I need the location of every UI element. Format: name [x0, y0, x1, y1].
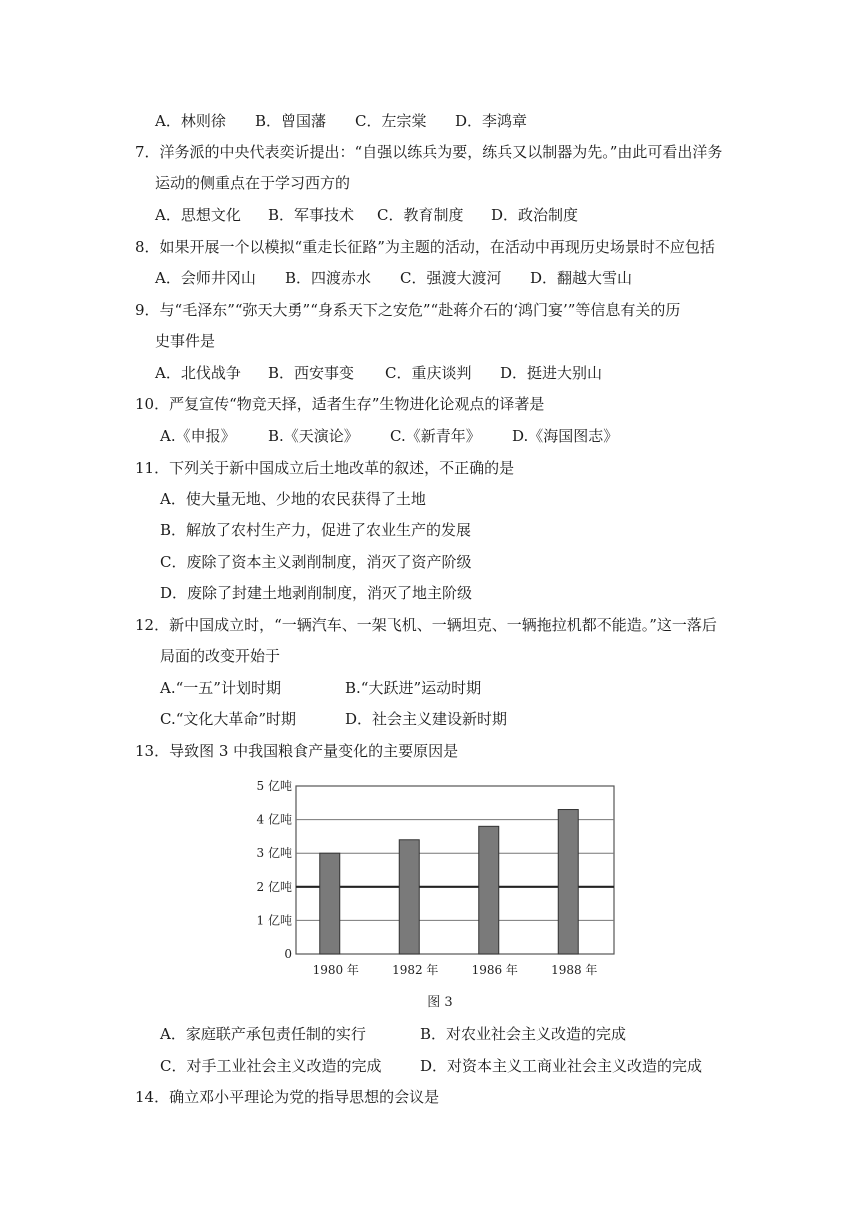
q13-stem-line1: 13．导致图 3 中我国粮食产量变化的主要原因是 — [135, 742, 459, 760]
q8-option-d: D．翻越大雪山 — [530, 269, 633, 287]
q6-option-c: C．左宗棠 — [355, 112, 427, 130]
q11-option-a: A．使大量无地、少地的农民获得了土地 — [160, 490, 426, 508]
y-tick-label: 2 亿吨 — [256, 879, 292, 894]
y-tick-label: 3 亿吨 — [256, 846, 292, 861]
y-tick-label: 4 亿吨 — [256, 812, 292, 827]
q13-option-a: A．家庭联产承包责任制的实行 — [160, 1025, 366, 1043]
q8-option-c: C．强渡大渡河 — [400, 269, 502, 287]
figure-caption: 图 3 — [427, 995, 453, 1010]
q11-stem-line1: 11．下列关于新中国成立后土地改革的叙述，不正确的是 — [135, 459, 515, 477]
q10-option-a: A.《申报》 — [160, 427, 236, 445]
y-tick-label: 0 — [284, 947, 292, 961]
q12-option-d: D．社会主义建设新时期 — [345, 710, 508, 728]
q10-option-d: D.《海国图志》 — [512, 427, 619, 445]
q8-stem-line1: 8．如果开展一个以模拟“重走长征路”为主题的活动，在活动中再现历史场景时不应包括 — [135, 238, 715, 256]
q9-stem-line1: 9．与“毛泽东”“弥天大勇”“身系天下之安危”“赴蒋介石的‘鸿门宴’”等信息有关的历 — [135, 301, 681, 319]
q7-option-c: C．教育制度 — [377, 206, 464, 224]
q12-stem-line2: 局面的改变开始于 — [160, 647, 281, 665]
y-tick-label: 5 亿吨 — [256, 779, 292, 793]
grain-output-bar-chart — [250, 772, 630, 1012]
q9-option-d: D．挺进大别山 — [500, 364, 603, 382]
q11-option-d: D．废除了封建土地剥削制度，消灭了地主阶级 — [160, 584, 473, 602]
q7-option-d: D．政治制度 — [491, 206, 579, 224]
q13-option-c: C．对手工业社会主义改造的完成 — [160, 1057, 382, 1075]
bar — [399, 840, 419, 954]
x-tick-label: 1988 年 — [551, 963, 598, 977]
q12-option-c: C.“文化大革命”时期 — [160, 710, 297, 728]
q11-option-c: C．废除了资本主义剥削制度，消灭了资产阶级 — [160, 553, 472, 571]
q9-stem-line2: 史事件是 — [155, 332, 216, 350]
q9-option-b: B．西安事变 — [268, 364, 355, 382]
q8-option-a: A．会师井冈山 — [155, 269, 256, 287]
q7-option-b: B．军事技术 — [268, 206, 355, 224]
q9-option-c: C．重庆谈判 — [385, 364, 472, 382]
q13-option-b: B．对农业社会主义改造的完成 — [420, 1025, 627, 1043]
x-tick-label: 1980 年 — [312, 963, 359, 977]
q6-option-d: D．李鸿章 — [455, 112, 528, 130]
q7-stem-line2: 运动的侧重点在于学习西方的 — [155, 174, 351, 192]
q13-option-d: D．对资本主义工商业社会主义改造的完成 — [420, 1057, 703, 1075]
q11-option-b: B．解放了农村生产力，促进了农业生产的发展 — [160, 521, 472, 539]
q12-stem-line1: 12．新中国成立时，“一辆汽车、一架飞机、一辆坦克、一辆拖拉机都不能造。”这一落后 — [135, 616, 717, 634]
q10-option-b: B.《天演论》 — [268, 427, 359, 445]
q8-option-b: B．四渡赤水 — [285, 269, 372, 287]
q12-option-b: B.“大跃进”运动时期 — [345, 679, 482, 697]
y-tick-label: 1 亿吨 — [256, 913, 292, 928]
bar — [479, 826, 499, 954]
q7-option-a: A．思想文化 — [155, 206, 241, 224]
q9-option-a: A．北伐战争 — [155, 364, 241, 382]
q12-option-a: A.“一五”计划时期 — [160, 679, 281, 697]
q10-option-c: C.《新青年》 — [390, 427, 481, 445]
bar — [320, 853, 340, 954]
x-tick-label: 1982 年 — [392, 963, 439, 977]
q7-stem-line1: 7．洋务派的中央代表奕䜣提出：“自强以练兵为要，练兵又以制器为先。”由此可看出洋务 — [135, 143, 723, 161]
q14-stem-line1: 14．确立邓小平理论为党的指导思想的会议是 — [135, 1088, 440, 1106]
q6-option-b: B．曾国藩 — [255, 112, 327, 130]
q6-option-a: A．林则徐 — [155, 112, 226, 130]
x-tick-label: 1986 年 — [471, 963, 518, 977]
bar — [558, 810, 578, 954]
q10-stem-line1: 10．严复宣传“物竞天择，适者生存”生物进化论观点的译著是 — [135, 395, 545, 413]
